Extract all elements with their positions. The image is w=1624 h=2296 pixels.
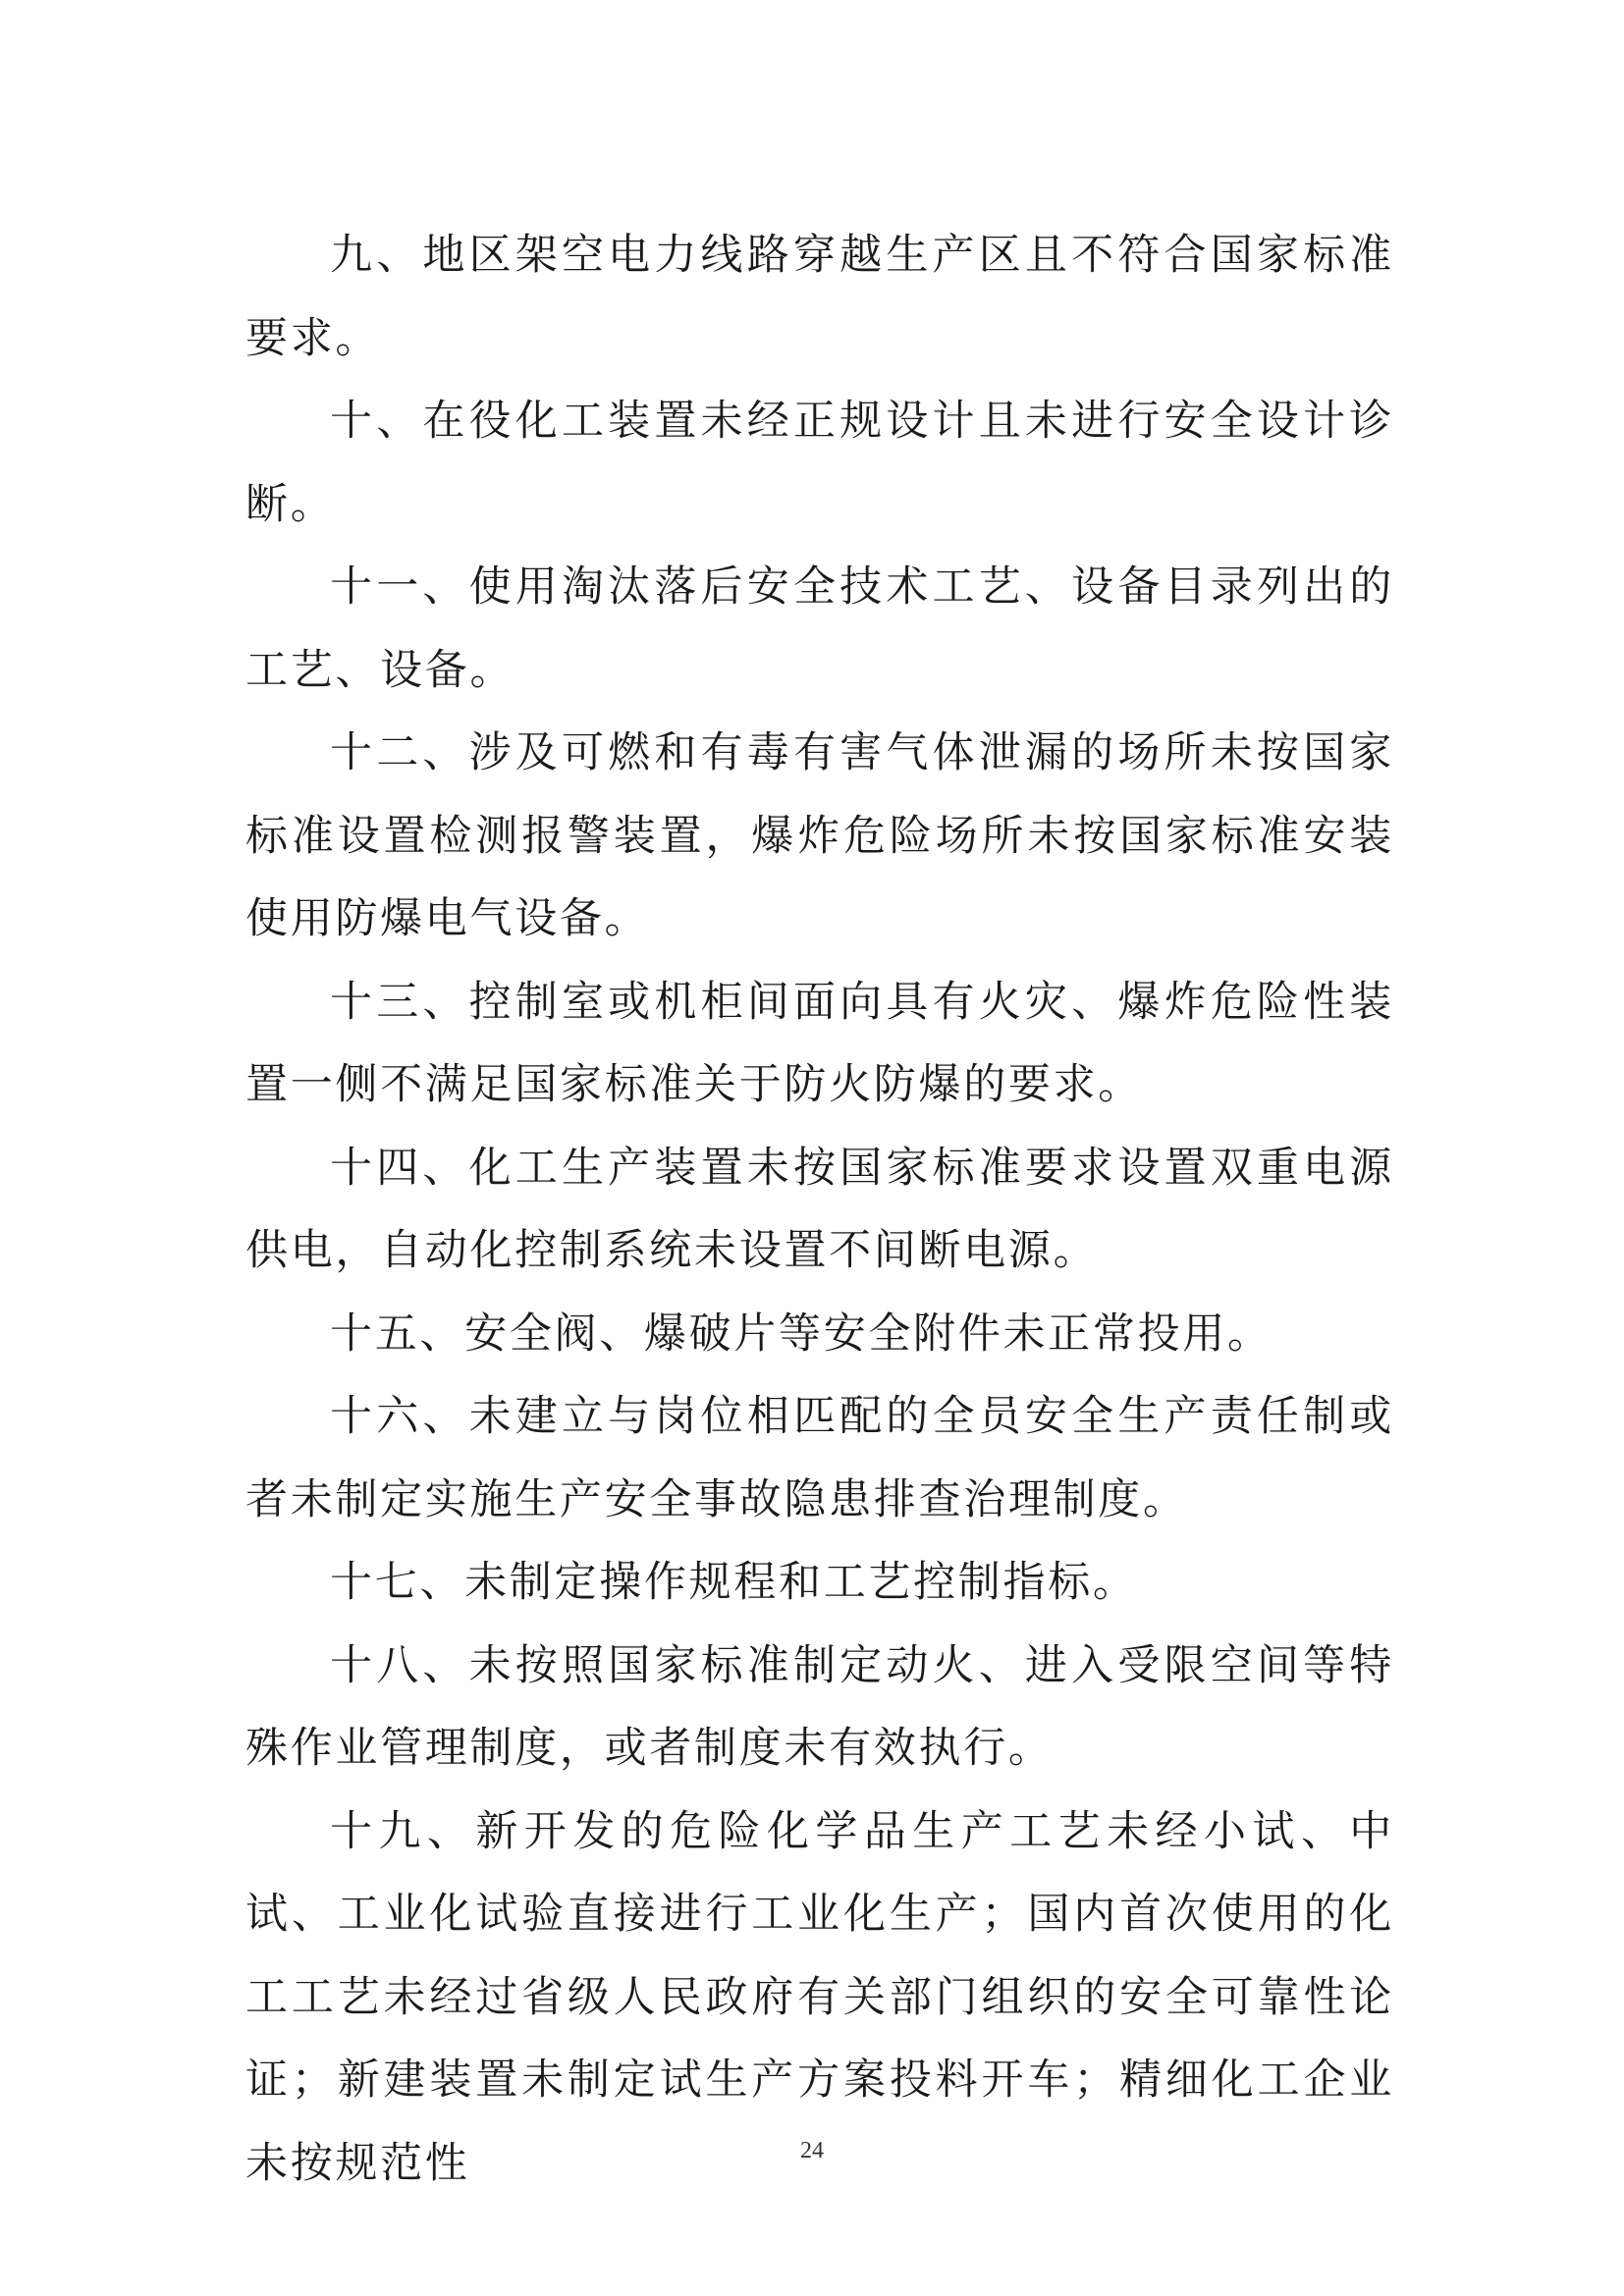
paragraph-item-9: 九、地区架空电力线路穿越生产区且不符合国家标准要求。 [245,231,1394,363]
paragraph-item-15: 十五、安全阀、爆破片等安全附件未正常投用。 [330,1308,1272,1359]
paragraph-item-10: 十、在役化工装置未经正规设计且未进行安全设计诊断。 [245,397,1394,529]
paragraph-item-13: 十三、控制室或机柜间面向具有火灾、爆炸危险性装置一侧不满足国家标准关于防火防爆的要求。 [245,977,1394,1109]
paragraph-item-12: 十二、涉及可燃和有毒有害气体泄漏的场所未按国家标准设置检测报警装置，爆炸危险场所未按国家标准安装使用防爆电气设备。 [245,728,1394,943]
paragraph-item-14: 十四、化工生产装置未按国家标准要求设置双重电源供电，自动化控制系统未设置不间断电源。 [245,1143,1394,1275]
page-number: 24 [800,2138,824,2163]
paragraph-item-18: 十八、未按照国家标准制定动火、进入受限空间等特殊作业管理制度，或者制度未有效执行。 [245,1640,1394,1773]
paragraph-item-16: 十六、未建立与岗位相匹配的全员安全生产责任制或者未制定实施生产安全事故隐患排查治理制度。 [245,1392,1394,1524]
paragraph-item-11: 十一、使用淘汰落后安全技术工艺、设备目录列出的工艺、设备。 [245,562,1394,695]
paragraph-item-17: 十七、未制定操作规程和工艺控制指标。 [330,1558,1138,1607]
body-text [245,214,1394,2205]
paragraph-item-19: 十九、新开发的危险化学品生产工艺未经小试、中试、工业化试验直接进行工业化生产；国内首次使用的化工工艺未经过省级人民政府有关部门组织的安全可靠性论证；新建装置未制定试生产方案投料开车；精细化工企业未按规范性 [245,1806,1394,2188]
